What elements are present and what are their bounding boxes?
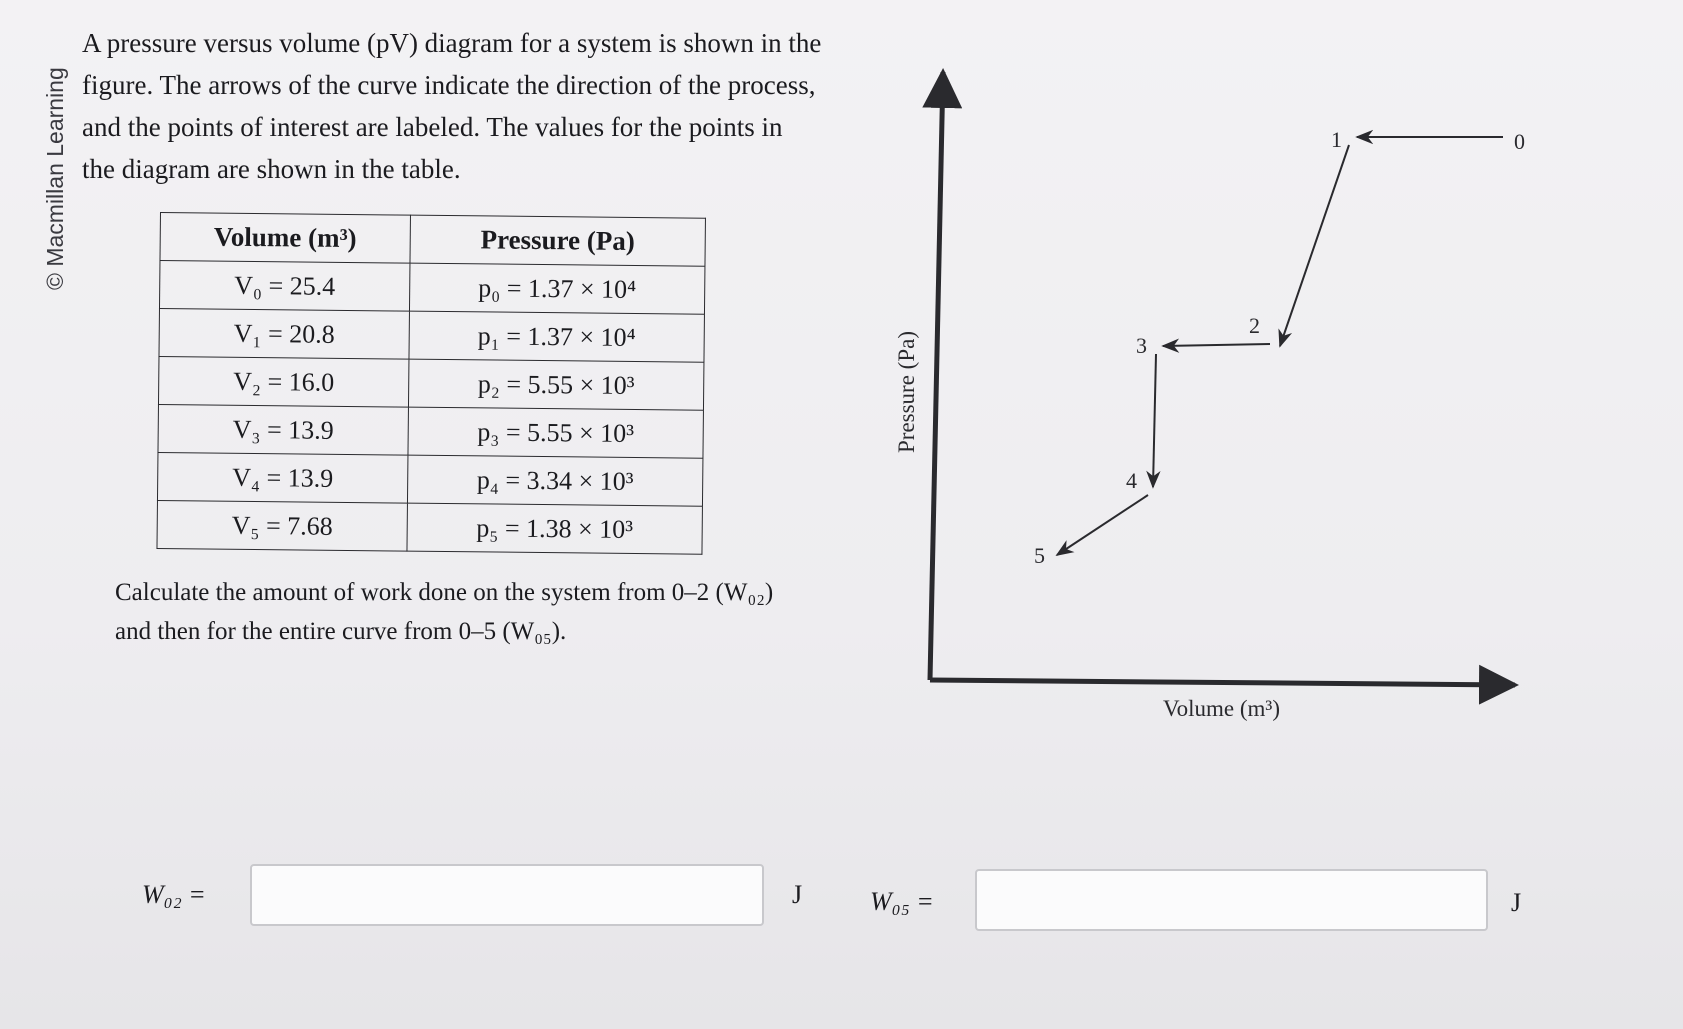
w02-label: W₀₂ = (142, 880, 206, 909)
w02-input[interactable] (250, 864, 764, 926)
y-axis-title: Pressure (Pa) (894, 331, 919, 453)
w05-input[interactable] (975, 869, 1488, 931)
pressure-cell: p₀ = 1.37 × 10⁴ (409, 263, 704, 314)
x-axis (930, 680, 1515, 685)
y-axis (930, 72, 943, 680)
pressure-cell: p₂ = 5.55 × 10³ (408, 359, 703, 410)
point-label-0: 0 (1514, 129, 1525, 154)
problem-intro: A pressure versus volume (pV) diagram for a system is shown in the figure. The arrows of the curve indicate the direction of the process, and the points of interest are labeled. The values for the points in the diagram are shown in the table. (82, 28, 822, 184)
pressure-header: Pressure (Pa) (410, 215, 705, 266)
w02-unit: J (792, 880, 803, 909)
volume-cell: V₅ = 7.68 (157, 500, 407, 551)
volume-cell: V₃ = 13.9 (158, 404, 408, 455)
volume-header: Volume (m³) (160, 213, 410, 264)
pressure-cell: p₄ = 3.34 × 10³ (407, 455, 702, 506)
w05-unit: J (1511, 888, 1522, 917)
segment-3-4 (1153, 354, 1156, 487)
point-label-1: 1 (1331, 127, 1342, 152)
point-label-5: 5 (1034, 543, 1045, 568)
segment-1-2 (1280, 145, 1349, 346)
w05-label: W₀₅ = (870, 887, 934, 916)
point-label-3: 3 (1136, 333, 1147, 358)
point-label-2: 2 (1249, 313, 1260, 338)
copyright-watermark: © Macmillan Learning (42, 67, 68, 290)
pressure-cell: p₁ = 1.37 × 10⁴ (409, 311, 704, 362)
x-axis-title: Volume (m³) (1163, 696, 1280, 721)
segment-2-3 (1163, 344, 1270, 346)
volume-cell: V₁ = 20.8 (159, 308, 409, 359)
segment-4-5 (1057, 495, 1148, 555)
pressure-cell: p₃ = 5.55 × 10³ (408, 407, 703, 458)
volume-cell: V₀ = 25.4 (159, 261, 409, 312)
question-text: Calculate the amount of work done on the system from 0–2 (W₀₂) and then for the entire curve from 0–5 (W₀₅). (115, 579, 774, 645)
point-label-4: 4 (1126, 468, 1137, 493)
volume-cell: V₂ = 16.0 (158, 356, 408, 407)
pressure-cell: p₅ = 1.38 × 10³ (407, 503, 702, 554)
volume-cell: V₄ = 13.9 (157, 452, 407, 503)
